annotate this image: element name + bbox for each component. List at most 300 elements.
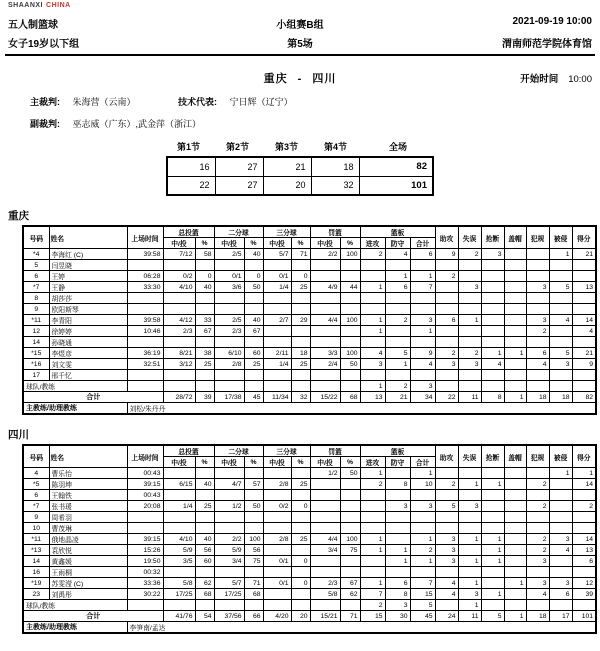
stat-cell [195, 600, 214, 611]
col-made-att: 中/投 [310, 238, 340, 249]
stat-cell [410, 490, 435, 501]
stat-cell [435, 468, 458, 479]
stat-cell [549, 556, 572, 567]
stat-cell [291, 545, 310, 556]
stat-cell [526, 567, 549, 578]
stat-cell [572, 512, 596, 523]
col-tot-reb: 合计 [410, 238, 435, 249]
stat-cell: 22 [435, 392, 458, 403]
stat-cell: 14 [572, 315, 596, 326]
stat-cell: 67 [340, 578, 360, 589]
away-team-name: 四川 [312, 73, 337, 85]
stat-cell: 37/56 [214, 611, 244, 622]
stat-cell [458, 490, 481, 501]
stat-cell [504, 282, 526, 293]
col-pct: % [195, 457, 214, 468]
player-row [23, 271, 596, 282]
stat-cell: 2 [526, 545, 549, 556]
stat-cell [263, 600, 291, 611]
stat-cell [340, 326, 360, 337]
stat-cell: 13 [572, 282, 596, 293]
stat-cell [340, 304, 360, 315]
col-fouls: 犯规 [526, 445, 549, 468]
stat-cell [504, 556, 526, 567]
player-number-cell: *4 [23, 249, 49, 260]
player-row [23, 490, 596, 501]
stat-cell [526, 249, 549, 260]
stat-cell [127, 304, 163, 315]
start-time [336, 71, 592, 85]
player-row [23, 315, 596, 326]
stat-cell [214, 523, 244, 534]
stat-cell [291, 293, 310, 304]
stat-cell [385, 260, 410, 271]
stat-cell [504, 501, 526, 512]
player-name-cell: 李煜彦 [49, 348, 127, 359]
stat-cell [340, 260, 360, 271]
stat-cell: 2/8 [263, 479, 291, 490]
stat-cell [360, 271, 385, 282]
stat-cell: 30:22 [127, 589, 163, 600]
stat-cell: 15 [410, 589, 435, 600]
stat-cell: 11 [458, 611, 481, 622]
stat-cell: 4/4 [310, 315, 340, 326]
stat-cell [458, 381, 481, 392]
stat-cell: 40 [195, 282, 214, 293]
stat-cell: 54 [195, 611, 214, 622]
header [5, 16, 595, 56]
stat-cell [572, 523, 596, 534]
stat-cell: 3 [410, 501, 435, 512]
stat-cell: 4/10 [163, 282, 195, 293]
player-name-cell: 曹茂琳 [49, 523, 127, 534]
col-steals: 抢断 [481, 226, 504, 249]
stat-cell: 3 [435, 556, 458, 567]
stat-cell: 100 [340, 534, 360, 545]
stat-cell [310, 490, 340, 501]
player-row [23, 512, 596, 523]
stat-cell [340, 512, 360, 523]
stat-cell: 4/10 [163, 534, 195, 545]
player-row [23, 260, 596, 271]
stat-cell [310, 260, 340, 271]
stat-cell: 38 [195, 348, 214, 359]
stat-cell [195, 567, 214, 578]
col-two-point: 二分球 [214, 445, 263, 457]
stat-cell: 6 [385, 578, 410, 589]
stat-cell [291, 490, 310, 501]
stat-cell: 4 [385, 249, 410, 260]
stat-cell [385, 304, 410, 315]
stat-cell [385, 337, 410, 348]
stat-cell: 39:58 [127, 315, 163, 326]
stat-cell [410, 293, 435, 304]
stat-cell [385, 370, 410, 381]
stat-cell: 2 [458, 348, 481, 359]
stat-cell [195, 260, 214, 271]
stat-cell: 50 [340, 359, 360, 370]
stat-cell [291, 381, 310, 392]
stat-cell: 17/25 [214, 589, 244, 600]
stat-cell: 39:15 [127, 534, 163, 545]
stat-cell: 06:28 [127, 271, 163, 282]
stat-cell: 3 [526, 315, 549, 326]
stat-cell [549, 293, 572, 304]
home-team-section [5, 208, 595, 415]
stat-cell: 1 [481, 556, 504, 567]
stat-cell [481, 271, 504, 282]
stat-cell [360, 260, 385, 271]
stat-cell [310, 567, 340, 578]
stat-cell: 9 [435, 249, 458, 260]
stat-cell [340, 370, 360, 381]
col-pct: % [291, 457, 310, 468]
stat-cell [458, 370, 481, 381]
stat-cell [435, 523, 458, 534]
stat-cell [163, 512, 195, 523]
stat-cell: 5 [410, 600, 435, 611]
player-name-cell: 王静 [49, 282, 127, 293]
stat-cell: 67 [195, 326, 214, 337]
player-row [23, 359, 596, 370]
stat-cell: 0 [291, 578, 310, 589]
stat-cell: 3/6 [214, 282, 244, 293]
stat-cell [458, 512, 481, 523]
stat-cell [385, 490, 410, 501]
stat-cell [504, 523, 526, 534]
stat-cell [310, 501, 340, 512]
stat-cell: 36:19 [127, 348, 163, 359]
stat-cell [163, 381, 195, 392]
stat-cell [572, 490, 596, 501]
stat-cell: 13 [572, 545, 596, 556]
stat-cell [244, 381, 263, 392]
stat-cell: 6 [385, 282, 410, 293]
player-row [23, 567, 596, 578]
stats-table-header [23, 445, 596, 468]
stat-cell: 33:36 [127, 578, 163, 589]
full-game-label: 全场 [388, 142, 407, 152]
player-number-cell: 14 [23, 337, 49, 348]
stat-cell [481, 490, 504, 501]
stat-cell [291, 260, 310, 271]
stat-cell: 4 [410, 359, 435, 370]
stat-cell [385, 512, 410, 523]
stat-cell [504, 479, 526, 490]
stat-cell: 9 [410, 348, 435, 359]
stat-cell: 2 [435, 348, 458, 359]
stat-cell: 50 [340, 468, 360, 479]
stat-cell [549, 600, 572, 611]
stat-cell [481, 293, 504, 304]
stat-cell [549, 490, 572, 501]
col-total-fg: 总投篮 [163, 226, 214, 238]
stat-cell: 57 [244, 479, 263, 490]
stat-cell [410, 337, 435, 348]
stat-cell: 4 [526, 359, 549, 370]
stat-cell [244, 337, 263, 348]
stat-cell [504, 381, 526, 392]
stat-cell: 58 [195, 249, 214, 260]
col-made-att: 中/投 [214, 457, 244, 468]
stat-cell [481, 337, 504, 348]
stat-cell: 5 [385, 348, 410, 359]
stat-cell: 1 [504, 578, 526, 589]
col-made-att: 中/投 [263, 238, 291, 249]
stat-cell: 18 [549, 392, 572, 403]
stat-cell [504, 271, 526, 282]
stat-cell [410, 523, 435, 534]
header-row-1 [8, 16, 592, 31]
col-made-att: 中/投 [310, 457, 340, 468]
stat-cell: 39:58 [127, 249, 163, 260]
stat-cell [481, 282, 504, 293]
stat-cell [410, 260, 435, 271]
stat-cell [526, 260, 549, 271]
stat-cell [244, 567, 263, 578]
stat-cell [572, 381, 596, 392]
player-name-cell: 苏雯滢 (C) [49, 578, 127, 589]
stat-cell [481, 326, 504, 337]
stat-cell [481, 600, 504, 611]
stat-cell: 25 [291, 359, 310, 370]
stat-cell: 2 [435, 479, 458, 490]
stat-cell: 6/15 [163, 479, 195, 490]
stat-cell [163, 523, 195, 534]
stat-cell [549, 523, 572, 534]
stat-cell: 1 [572, 468, 596, 479]
totals-row [23, 611, 596, 622]
stat-cell: 2/7 [263, 315, 291, 326]
stat-cell: 11/34 [263, 392, 291, 403]
stat-cell: 21 [572, 249, 596, 260]
stat-cell [435, 381, 458, 392]
stat-cell: 25 [195, 501, 214, 512]
coach-names: 李笋南/孟达 [127, 622, 596, 634]
stat-cell: 3 [526, 282, 549, 293]
player-name-cell: 俄地晶凌 [49, 534, 127, 545]
stat-cell [572, 370, 596, 381]
stat-cell: 1 [458, 479, 481, 490]
stat-cell: 39 [195, 392, 214, 403]
stat-cell: 32:51 [127, 359, 163, 370]
player-name-cell: 王翰铁 [49, 490, 127, 501]
stat-cell [410, 512, 435, 523]
stat-cell [127, 337, 163, 348]
stat-cell: 1 [458, 578, 481, 589]
stat-cell: 3/4 [310, 545, 340, 556]
player-number-cell: *7 [23, 501, 49, 512]
col-turnovers: 失误 [458, 445, 481, 468]
stat-cell [481, 315, 504, 326]
stat-cell [244, 370, 263, 381]
stat-cell [360, 490, 385, 501]
stat-cell [481, 468, 504, 479]
player-name-cell: 王雨桐 [49, 567, 127, 578]
stat-cell [572, 337, 596, 348]
stat-cell: 101 [572, 611, 596, 622]
stat-cell [481, 578, 504, 589]
col-pct: % [340, 457, 360, 468]
stat-cell [163, 304, 195, 315]
stat-cell [291, 567, 310, 578]
stat-cell: 2 [458, 249, 481, 260]
stat-cell [435, 567, 458, 578]
stat-cell: 12 [572, 578, 596, 589]
stat-cell: 2 [385, 315, 410, 326]
col-points: 得分 [572, 445, 596, 468]
stat-cell: 40 [244, 315, 263, 326]
stat-cell: 2 [526, 501, 549, 512]
stat-cell: 4 [481, 359, 504, 370]
stat-cell [163, 293, 195, 304]
stat-cell: 5 [549, 282, 572, 293]
stat-cell: 18 [526, 611, 549, 622]
stat-cell: 3 [410, 315, 435, 326]
stat-cell: 2 [526, 326, 549, 337]
stat-cell [291, 523, 310, 534]
stat-cell [310, 337, 340, 348]
stat-cell: 1 [504, 611, 526, 622]
col-pct: % [195, 238, 214, 249]
stat-cell: 5/8 [310, 589, 340, 600]
player-row [23, 523, 596, 534]
player-name-cell: 袁欣悦 [49, 545, 127, 556]
stat-cell [526, 271, 549, 282]
match-dash: - [297, 73, 303, 85]
stat-cell [310, 479, 340, 490]
stat-cell: 5 [435, 501, 458, 512]
stat-cell [481, 512, 504, 523]
stat-cell: 32 [291, 392, 310, 403]
stat-cell: 50 [244, 282, 263, 293]
team-coach-row-label: 球队/教练 [23, 381, 127, 392]
stat-cell [214, 468, 244, 479]
stat-cell [214, 567, 244, 578]
stat-cell [385, 567, 410, 578]
stat-cell [360, 501, 385, 512]
col-blocks: 盖帽 [504, 226, 526, 249]
stat-cell [195, 337, 214, 348]
stat-cell: 4/4 [310, 534, 340, 545]
stat-cell [504, 468, 526, 479]
stat-cell: 14 [572, 479, 596, 490]
stat-cell [504, 512, 526, 523]
player-name-cell: 李青阳 [49, 315, 127, 326]
player-number-cell: 4 [23, 468, 49, 479]
stat-cell: 3 [458, 282, 481, 293]
stat-cell [435, 370, 458, 381]
player-number-cell: *11 [23, 315, 49, 326]
referee-line [5, 95, 595, 108]
stat-cell: 25 [291, 534, 310, 545]
stat-cell [244, 512, 263, 523]
stat-cell [504, 370, 526, 381]
stat-cell: 1 [458, 556, 481, 567]
player-number-cell: *19 [23, 578, 49, 589]
stat-cell [360, 512, 385, 523]
stat-cell: 1 [410, 271, 435, 282]
stat-cell: 2/5 [214, 315, 244, 326]
stat-cell: 3 [458, 359, 481, 370]
away-total-score: 101 [359, 176, 433, 195]
col-assists: 助攻 [435, 226, 458, 249]
col-off-reb: 进攻 [360, 457, 385, 468]
stat-cell: 28/72 [163, 392, 195, 403]
stat-cell [504, 490, 526, 501]
stat-cell [549, 381, 572, 392]
stat-cell: 1 [360, 326, 385, 337]
stat-cell [481, 370, 504, 381]
stat-cell [310, 271, 340, 282]
col-minutes: 上场时间 [127, 226, 163, 249]
stat-cell [549, 337, 572, 348]
col-free-throw: 罚篮 [310, 445, 360, 457]
stat-cell: 100 [340, 315, 360, 326]
col-number: 号码 [23, 445, 49, 468]
col-pct: % [244, 457, 263, 468]
player-number-cell: 17 [23, 370, 49, 381]
player-number-cell: 6 [23, 490, 49, 501]
stat-cell: 2/3 [163, 326, 195, 337]
stat-cell [504, 337, 526, 348]
col-made-att: 中/投 [163, 238, 195, 249]
stat-cell [504, 589, 526, 600]
player-name-cell: 陈羽坤 [49, 479, 127, 490]
stat-cell: 2/11 [263, 348, 291, 359]
stat-cell: 68 [195, 589, 214, 600]
game-number: 第5场 [287, 39, 313, 50]
col-made-att: 中/投 [263, 457, 291, 468]
quarter-labels [164, 140, 436, 153]
stat-cell: 2 [360, 249, 385, 260]
stat-cell: 3 [526, 556, 549, 567]
stat-cell: 3 [549, 359, 572, 370]
stat-cell: 71 [244, 578, 263, 589]
stat-cell: 21 [385, 392, 410, 403]
away-team-title: 四川 [8, 429, 29, 441]
stat-cell [244, 490, 263, 501]
player-number-cell: 12 [23, 326, 49, 337]
player-number-cell: 6 [23, 271, 49, 282]
home-quarter-row [167, 157, 433, 176]
stat-cell [310, 370, 340, 381]
stat-cell [244, 468, 263, 479]
stat-cell: 21 [572, 348, 596, 359]
stat-cell: 3/3 [310, 348, 340, 359]
stat-cell: 7 [410, 578, 435, 589]
player-number-cell: 14 [23, 556, 49, 567]
stat-cell: 10 [410, 479, 435, 490]
col-pct: % [244, 238, 263, 249]
assistant-referee-line [5, 117, 595, 130]
stat-cell: 0/1 [263, 271, 291, 282]
stat-cell: 2/4 [310, 359, 340, 370]
stat-cell: 2 [526, 534, 549, 545]
match-title [264, 70, 337, 86]
stat-cell [340, 567, 360, 578]
col-total-fg: 总投篮 [163, 445, 214, 457]
col-made-att: 中/投 [163, 457, 195, 468]
stat-cell: 1/2 [214, 501, 244, 512]
stat-cell: 1 [481, 348, 504, 359]
stat-cell [163, 337, 195, 348]
stat-cell [504, 534, 526, 545]
player-row [23, 326, 596, 337]
stat-cell: 45 [244, 392, 263, 403]
stat-cell: 39:15 [127, 479, 163, 490]
col-assists: 助攻 [435, 445, 458, 468]
